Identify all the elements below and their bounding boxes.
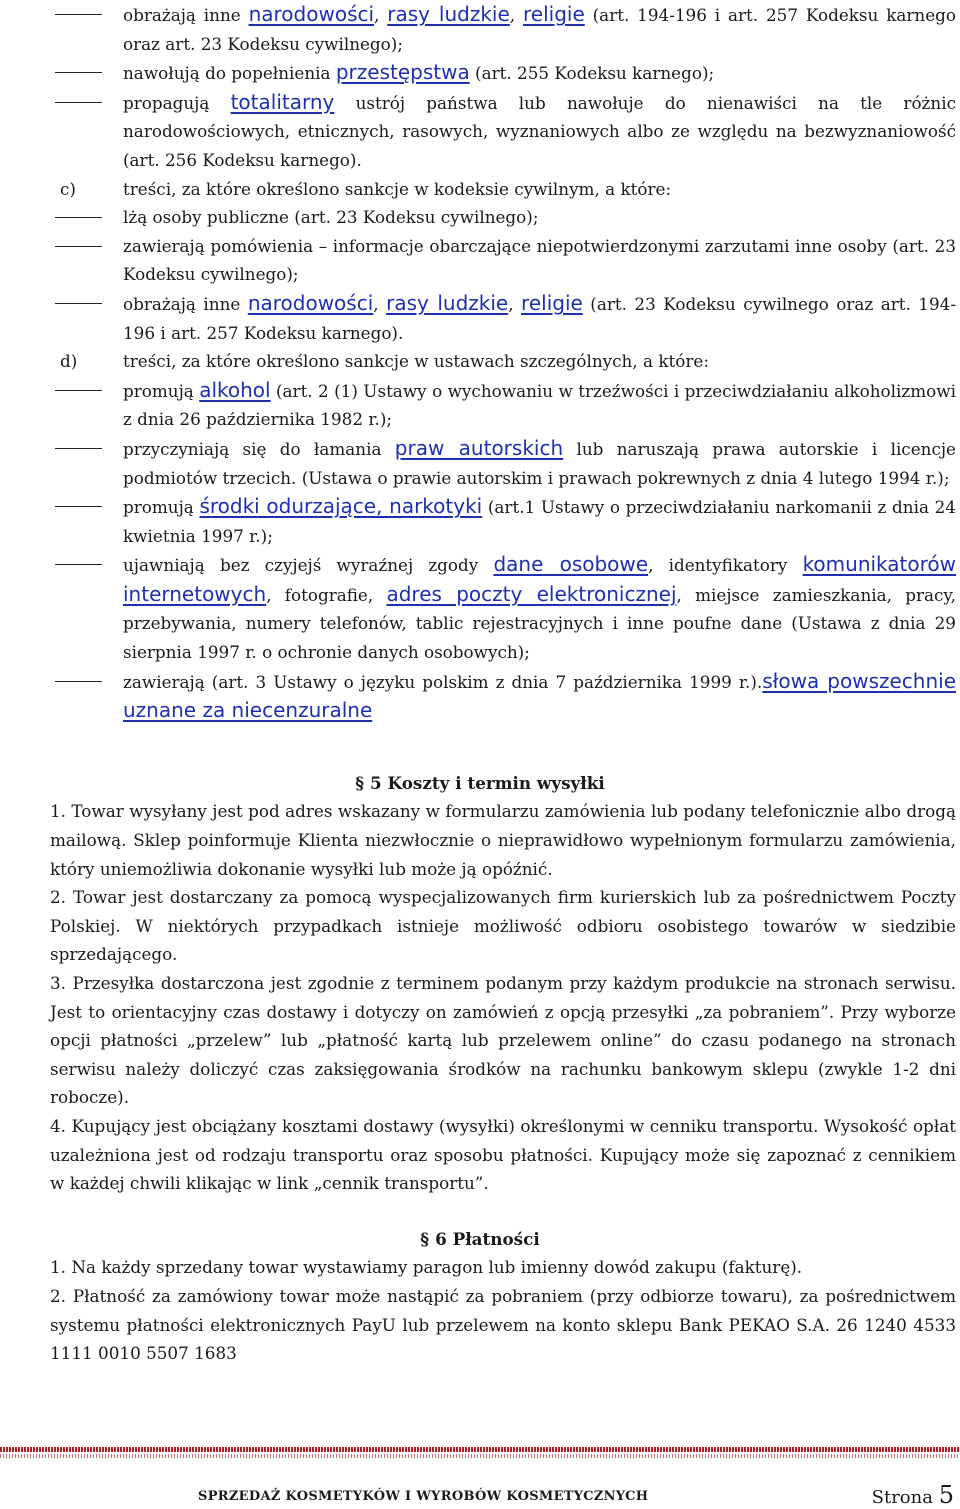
inline-link[interactable]: komunikatorów internetowych [123, 552, 956, 606]
dash-bullet-icon [0, 434, 110, 463]
list-item-text: ujawniają bez czyjejś wyraźnej zgody [123, 555, 494, 576]
list-item-text: (art. 255 Kodeksu karnego); [469, 63, 715, 84]
section-6-title: 6 Płatności [435, 1228, 540, 1249]
inline-link[interactable]: przestępstwa [335, 60, 470, 85]
dash-bullet-icon [0, 203, 110, 232]
section5-paragraph: 3. Przesyłka dostarczona jest zgodnie z terminem podanym przy każdym produkcie na stronach serwisu. Jest to orientacyjny czas dostawy i dotyczy on zamówień z opcją przesyłki „za pobraniem”. Przy wyborze opcji płatności „przelew” lub „płatność kartą lub przelewem online” do czasu podanego na stronach serwisu należy doliczyć czas zaksięgowania środków na rachunku bankowym sklepu (zwykle 1-2 dni robocze). [50, 973, 956, 1108]
list-item-text: treści, za które określono sankcje w ustawach szczególnych, a które: [123, 351, 709, 372]
section-5-body [0, 797, 960, 1197]
dash-bullet-icon [0, 550, 110, 579]
list-item-text: , [374, 5, 388, 25]
list-item-text: , [509, 5, 523, 25]
list-item-text: obrażają inne [123, 293, 248, 314]
list-item [0, 0, 960, 58]
section6-paragraph: 2. Płatność za zamówiony towar może nastąpić za pobraniem (przy odbiorze towaru), za pośrednictwem systemu płatności elektronicznych PayU lub przelewem na konto sklepu Bank PEKAO S.A. 26 1240 4533 1111 0010 5507 1683 [50, 1285, 956, 1364]
list-letter-marker: c) [60, 178, 76, 199]
paragraph-sign-icon: § [355, 772, 364, 793]
inline-link[interactable]: praw autorskich [394, 435, 564, 460]
list-item [0, 58, 960, 88]
section6-paragraph: 1. Na każdy sprzedany towar wystawiamy paragon lub imienny dowód zakupu (fakturę). [50, 1257, 803, 1278]
list-item-text: , miejsce zamieszkania, pracy, przebywania, numery telefonów, tablic rejestracyjnych i inne poufne dane (Ustawa z dnia 29 sierpnia 1997 r. o ochronie danych osobowych); [123, 584, 956, 663]
list-item [0, 203, 960, 232]
section5-paragraph: 1. Towar wysyłany jest pod adres wskazany w formularzu zamówienia lub podany telefonicznie albo drogą mailową. Sklep poinformuje Klienta niezwłocznie o nieprawidłowo wypełnionym formularzu zamówienia, który uniemożliwia dokonanie wysyłki lub może ją opóźnić. [50, 801, 956, 879]
list-item [0, 88, 960, 175]
list-item [0, 347, 960, 376]
list-letter-marker: d) [60, 351, 78, 372]
section-6-body [0, 1253, 960, 1367]
dash-bullet-icon [0, 0, 110, 29]
footer-title: SPRZEDAŻ KOSMETYKÓW I WYROBÓW KOSMETYCZNYCH [198, 1489, 649, 1504]
dash-bullet-icon [0, 232, 110, 261]
inline-link[interactable]: adres poczty elektronicznej [386, 581, 677, 606]
list-item [0, 492, 960, 550]
list-item [0, 376, 960, 434]
inline-link[interactable]: dane osobowe [493, 552, 649, 577]
page-label: Strona [871, 1487, 933, 1508]
inline-link[interactable]: religie [521, 290, 583, 315]
list-item [0, 289, 960, 347]
section5-paragraph: 2. Towar jest dostarczany za pomocą wyspecjalizowanych firm kurierskich lub za pośrednictwem Poczty Polskiej. W niektórych przypadkach istnieje możliwość odbioru osobistego towarów w siedzibie sprzedającego. [50, 887, 956, 965]
list-item [0, 232, 960, 289]
inline-link[interactable]: totalitarny [230, 89, 335, 114]
dash-bullet-icon [0, 58, 110, 87]
list-item-text: (art.1 Ustawy o przeciwdziałaniu narkomanii z dnia 24 kwietnia 1997 r.); [123, 497, 956, 546]
section-5-title: 5 Koszty i termin wysyłki [370, 772, 605, 793]
inline-link[interactable]: rasy ludzkie [386, 290, 509, 315]
inline-link[interactable]: religie [523, 2, 585, 26]
list-item [0, 434, 960, 492]
list-item [0, 550, 960, 666]
footer-divider-shadow [0, 1454, 960, 1458]
dash-bullet-icon [0, 667, 110, 696]
list-item [0, 667, 960, 726]
list-item-text: treści, za które określono sankcje w kodeksie cywilnym, a które: [123, 178, 672, 199]
inline-link[interactable]: słowa powszechnie uznane za niecenzuralne [123, 668, 956, 723]
list-item-text: lżą osoby publiczne (art. 23 Kodeksu cywilnego); [123, 207, 539, 228]
list-item-text: lub naruszają prawa autorskie i licencje podmiotów trzecich. (Ustawa o prawie autorskim i prawach pokrewnych z dnia 4 lutego 1994 r.); [123, 438, 956, 488]
list-item-text: promują [123, 497, 200, 518]
inline-link[interactable]: alkohol [199, 377, 271, 402]
list-item-text: (art. 2 (1) Ustawy o wychowaniu w trzeźwości i przeciwdziałaniu alkoholizmowi z dnia 26 października 1982 r.); [123, 380, 956, 430]
list-item-text: , [373, 293, 387, 314]
dash-bullet-icon [0, 88, 110, 117]
inline-link[interactable]: narodowości [247, 290, 374, 315]
section-5-heading [0, 769, 960, 798]
list-item-text: (art. 23 Kodeksu cywilnego oraz art. 194-196 i art. 257 Kodeksu karnego). [123, 293, 957, 343]
dash-bullet-icon [0, 492, 110, 521]
list-item-text: przyczyniają się do łamania [123, 438, 395, 459]
inline-link[interactable]: narodowości [248, 2, 375, 26]
list-item-text: nawołują do popełnienia [123, 63, 336, 84]
list-item-text: , [508, 293, 522, 314]
list-item-text: (art. 194-196 i art. 257 Kodeksu karnego oraz art. 23 Kodeksu cywilnego); [123, 5, 957, 54]
list-item-text: propagują [123, 92, 231, 113]
footer-divider [0, 1447, 960, 1452]
inline-link[interactable]: środki odurzające, narkotyki [199, 494, 483, 519]
list-item-text: obrażają inne [123, 5, 249, 25]
list-item [0, 175, 960, 204]
page-number-value: 5 [938, 1481, 954, 1509]
paragraph-sign-icon: § [420, 1228, 430, 1249]
dash-bullet-icon [0, 376, 110, 405]
list-item-text: zawierają pomówienia – informacje obarczające niepotwierdzonymi zarzutami inne osoby (art. 23 Kodeksu cywilnego); [123, 235, 956, 285]
list-item-text: zawierają (art. 3 Ustawy o języku polskim z dnia 7 października 1999 r.). [123, 671, 763, 692]
list-item-text: ustrój państwa lub nawołuje do nienawiści na tle różnic narodowościowych, etnicznych, rasowych, wyznaniowych albo ze względu na bezwyznaniowość (art. 256 Kodeksu karnego). [123, 92, 956, 170]
section5-paragraph: 4. Kupujący jest obciążany kosztami dostawy (wysyłki) określonymi w cenniku transportu. Wysokość opłat uzależniona jest od rodzaju transportu oraz sposobu płatności. Kupujący może się zapoznać z cennikiem w każdej chwili klikając w link „cennik transportu”. [50, 1115, 956, 1194]
inline-link[interactable]: rasy ludzkie [387, 2, 510, 26]
list-item-text: , identyfikatory [648, 555, 803, 576]
section-6-heading [0, 1225, 960, 1254]
dash-bullet-icon [0, 289, 110, 318]
list-item-text: , fotografie, [266, 584, 387, 605]
list-item-text: promują [123, 380, 200, 401]
page-number [872, 1481, 954, 1509]
prohibited-content-list [0, 0, 960, 726]
